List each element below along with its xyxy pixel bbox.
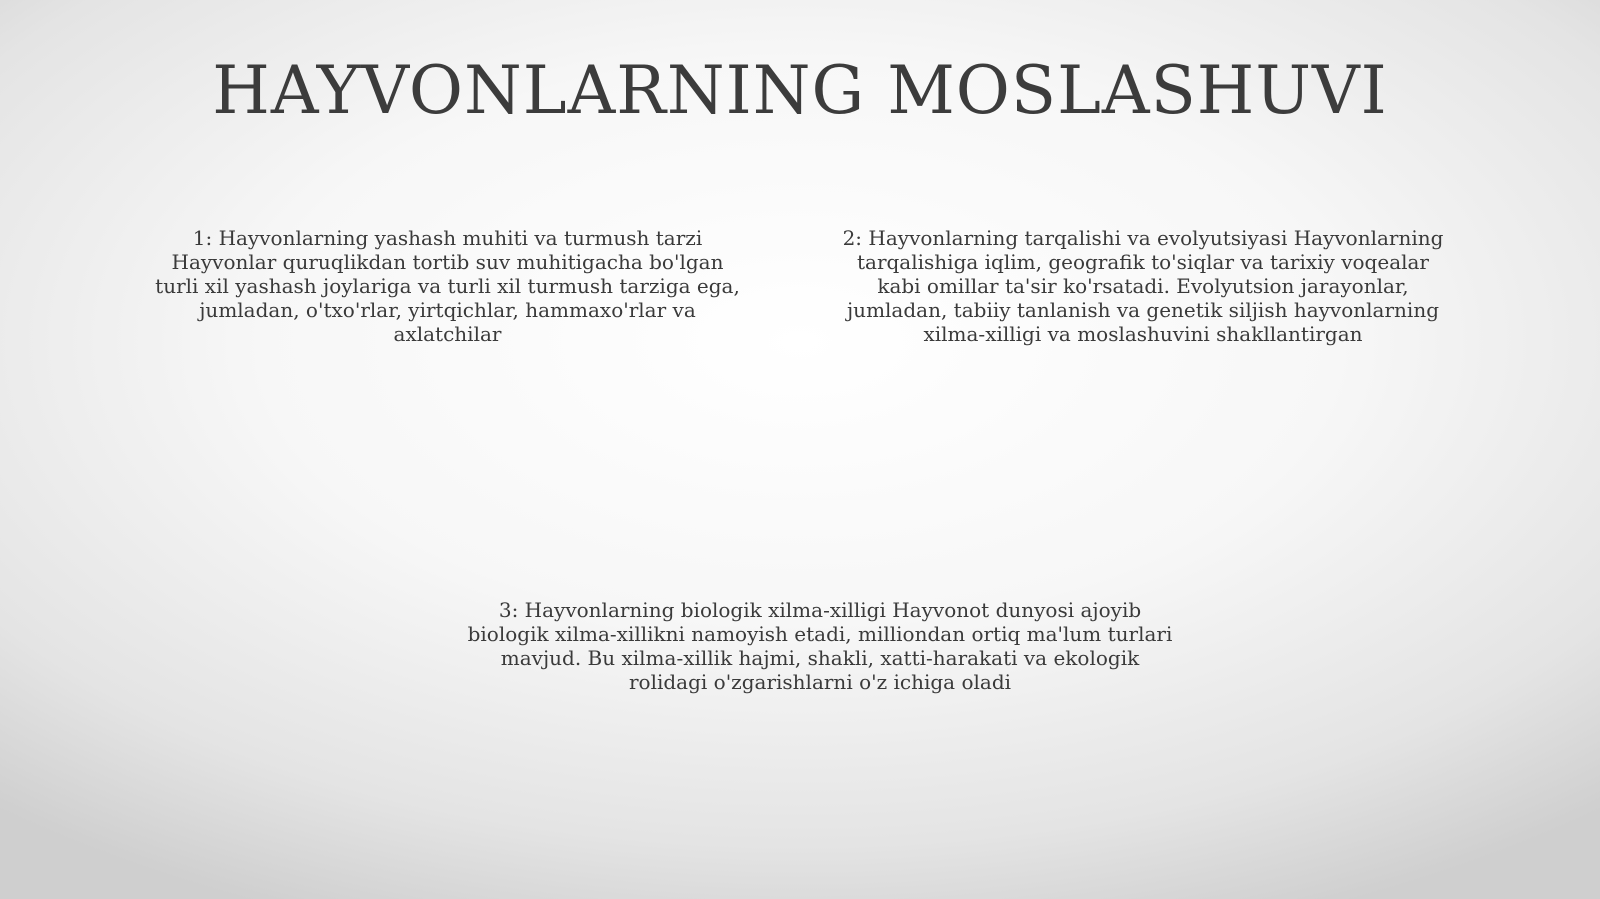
- text-block-2: 2: Hayvonlarning tarqalishi va evolyutsiyasi Hayvonlarning tarqalishiga iqlim, geografik to'siqlar va tarixiy voqealar kabi omillar ta'sir ko'rsatadi. Evolyutsion jarayonlar, jumladan, tabiiy tanlanish va genetik siljish hayvonlarning xilma-xilligi va moslashuvini shakllantirgan: [842, 226, 1444, 346]
- slide-title: HAYVONLARNING MOSLASHUVI: [212, 52, 1388, 129]
- text-block-3: 3: Hayvonlarning biologik xilma-xilligi Hayvonot dunyosi ajoyib biologik xilma-xillikni namoyish etadi, milliondan ortiq ma'lum turlari mavjud. Bu xilma-xillik hajmi, shakli, xatti-harakati va ekologik rolidagi o'zgarishlarni o'z ichiga oladi: [467, 598, 1173, 694]
- text-block-1: 1: Hayvonlarning yashash muhiti va turmush tarzi Hayvonlar quruqlikdan tortib suv muhitigacha bo'lgan turli xil yashash joylariga va turli xil turmush tarziga ega, jumladan, o'txo'rlar, yirtqichlar, hammaxo'rlar va axlatchilar: [155, 226, 740, 346]
